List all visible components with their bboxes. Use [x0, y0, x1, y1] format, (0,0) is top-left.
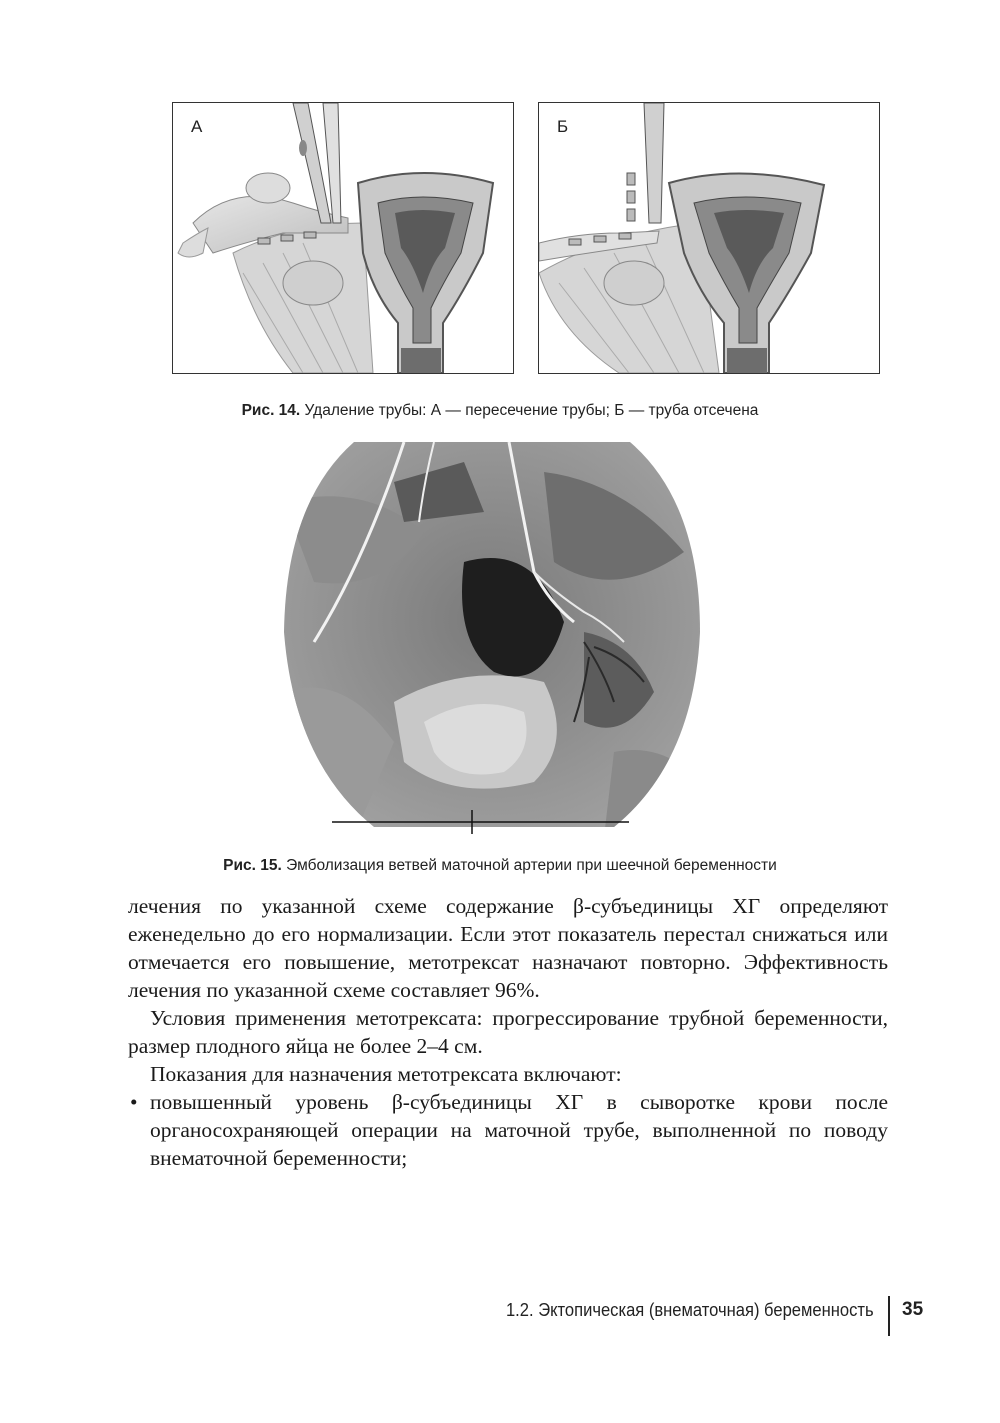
figure-15-caption — [0, 857, 1000, 875]
panel-a-label: А — [191, 117, 203, 136]
uterus-tube-removed-illustration — [539, 103, 879, 373]
uterus-tube-cut-illustration — [173, 103, 513, 373]
figure-14-caption-text: Удаление трубы: А — пересечение трубы; Б — труба отсечена — [300, 402, 759, 419]
paragraph: лечения по указанной схеме содержание β-субъединицы ХГ определяют еженедельно до его нормализации. Если этот показатель перестал снижаться или отмечается его повышение, метотрексат назначают повторно. Эффективность лечения по указанной схеме составляет 96%. — [128, 894, 888, 1002]
figure-14-panel-a — [172, 102, 514, 374]
figure-14-caption-label: Рис. 14. — [241, 402, 301, 419]
uterine-artery-angiogram — [284, 442, 700, 837]
figure-14-caption — [0, 402, 1000, 420]
running-footer-section: 1.2. Эктопическая (внематочная) беременность — [506, 1300, 874, 1320]
figure-15-caption-label: Рис. 15. — [223, 857, 282, 874]
page-footer — [0, 1296, 1000, 1330]
list-item: • повышенный уровень β-субъединицы ХГ в сыворотке крови после органосохраняющей операции на маточной трубе, выполненной по поводу внематочной беременности; — [128, 1088, 888, 1172]
footer-divider — [888, 1296, 890, 1336]
figure-15-caption-text: Эмболизация ветвей маточной артерии при шеечной беременности — [281, 857, 777, 874]
figure-14-panel-b — [538, 102, 880, 374]
page-number: 35 — [902, 1299, 924, 1320]
paragraph: Условия применения метотрексата: прогрессирование трубной беременности, размер плодного яйца не более 2–4 см. — [128, 1006, 888, 1058]
bullet-list — [128, 1088, 888, 1172]
paragraph: Показания для назначения метотрексата включают: — [150, 1062, 622, 1086]
body-text — [128, 892, 888, 1172]
panel-b-label: Б — [557, 117, 569, 136]
